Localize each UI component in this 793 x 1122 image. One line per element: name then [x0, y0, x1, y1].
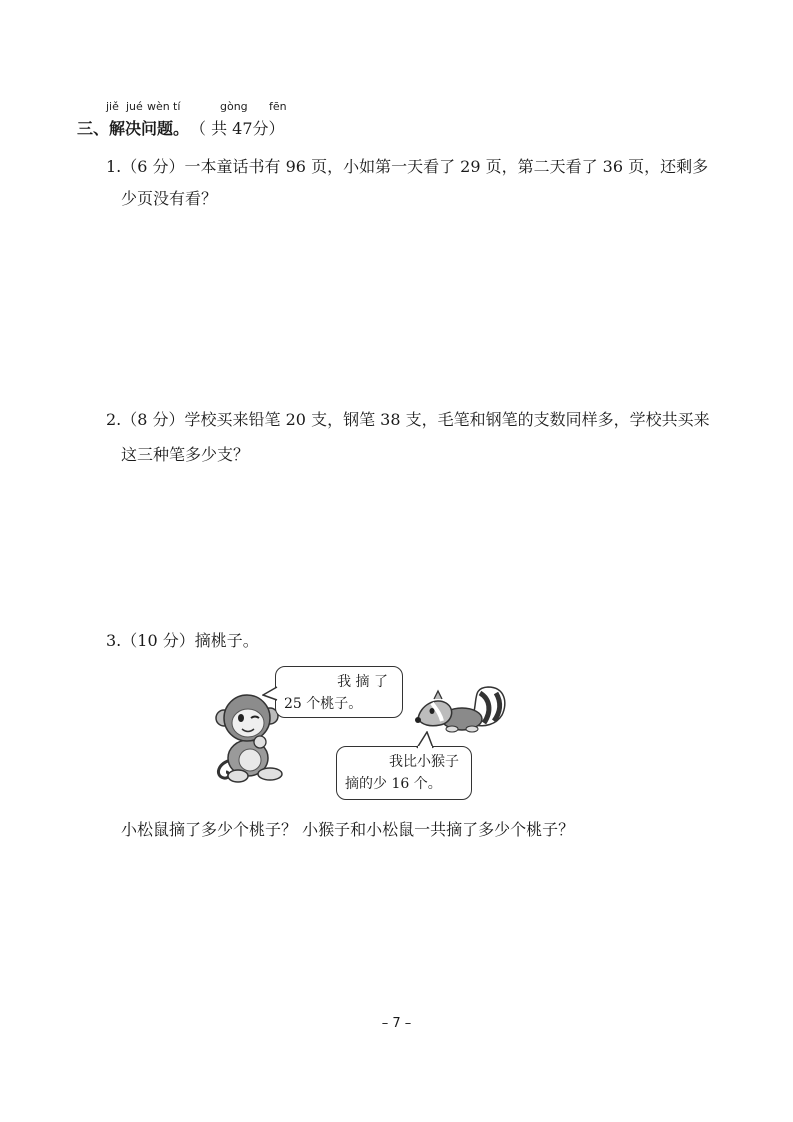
- question-3-line-1: 3.（10 分）摘桃子。: [106, 631, 259, 650]
- squirrel-bubble-tail: [415, 731, 435, 749]
- squirrel-bubble-line-1: 我比小猴子: [389, 754, 459, 770]
- pinyin-wen: wèn: [147, 100, 170, 113]
- squirrel-illustration: [410, 683, 510, 738]
- question-1-line-1: 1.（6 分）一本童话书有 96 页，小如第一天看了 29 页，第二天看了 36 页，还剩多: [106, 157, 709, 176]
- monkey-speech-bubble: [275, 666, 403, 718]
- section-title: 三、解决问题。: [77, 119, 190, 138]
- squirrel-speech-bubble: [336, 746, 472, 800]
- question-2-line-1: 2.（8 分）学校买来铅笔 20 支，钢笔 38 支，毛笔和钢笔的支数同样多，学校共买来: [106, 410, 710, 429]
- monkey-bubble-line-2: 25 个桃子。: [284, 696, 363, 712]
- question-2-line-2: 这三种笔多少支？: [121, 445, 250, 464]
- question-3-prompt: 小松鼠摘了多少个桃子？ 小猴子和小松鼠一共摘了多少个桃子？: [121, 820, 575, 839]
- monkey-bubble-line-1: 我 摘 了: [337, 674, 388, 690]
- pinyin-jue: jué: [126, 100, 143, 113]
- monkey-bubble-tail: [262, 686, 278, 702]
- pinyin-jie: jiě: [106, 100, 119, 113]
- question-1-line-2: 少页没有看？: [121, 189, 218, 208]
- pinyin-fen: fēn: [269, 100, 287, 113]
- pinyin-ti: tí: [173, 100, 181, 113]
- pinyin-gong: gòng: [220, 100, 248, 113]
- squirrel-bubble-line-2: 摘的少 16 个。: [345, 776, 442, 792]
- page-number: – 7 –: [381, 1016, 412, 1031]
- section-points: （ 共 47分）: [190, 119, 285, 138]
